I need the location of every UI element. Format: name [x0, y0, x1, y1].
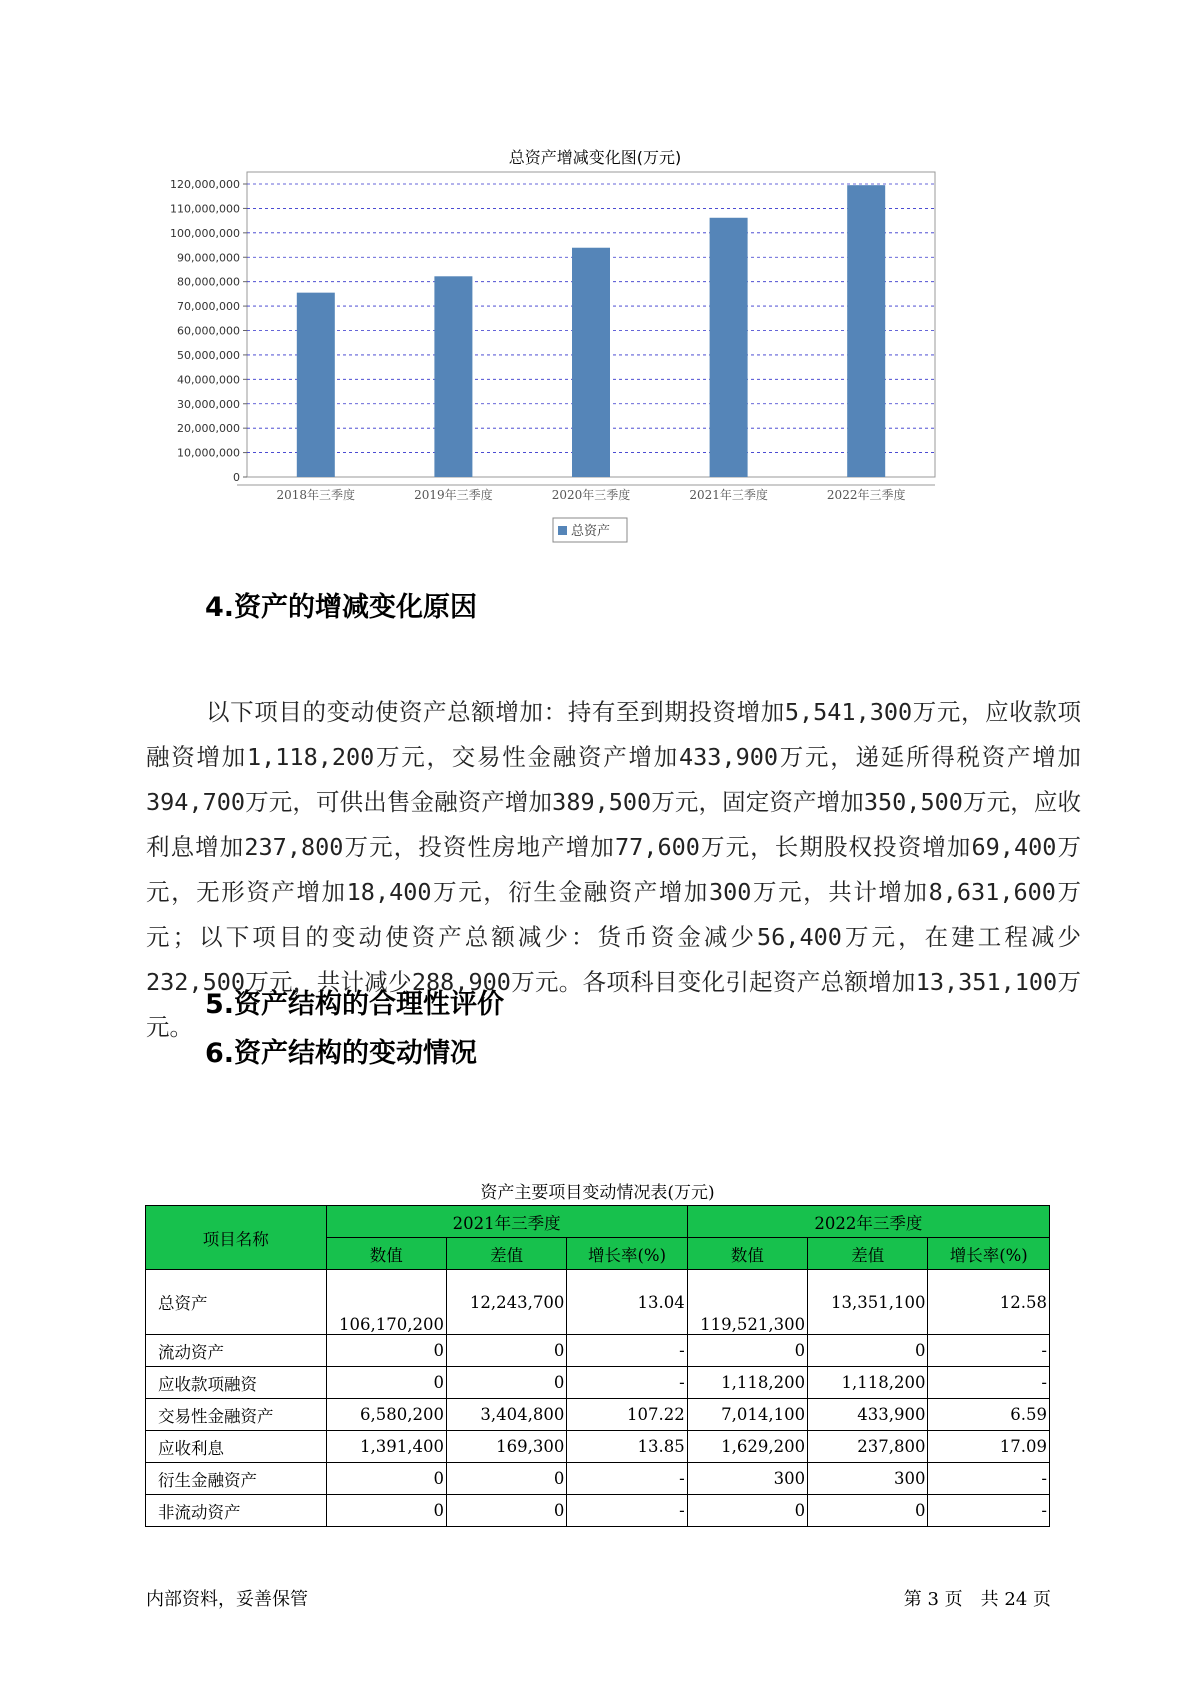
legend-swatch: [558, 526, 567, 535]
header-item-name: 项目名称: [146, 1206, 327, 1270]
table-row: [146, 1367, 1050, 1399]
cell-diff: 1,118,200: [808, 1367, 928, 1399]
cell-value: 0: [326, 1463, 446, 1495]
cell-growth: 13.04: [567, 1270, 687, 1335]
cell-diff: 0: [808, 1335, 928, 1367]
table-row: [146, 1463, 1050, 1495]
cell-value: 7,014,100: [687, 1399, 807, 1431]
table-row: [146, 1270, 1050, 1335]
y-tick-label: 70,000,000: [177, 300, 240, 314]
cell-value: 6,580,200: [326, 1399, 446, 1431]
bar: [847, 185, 885, 477]
y-tick-label: 100,000,000: [170, 226, 240, 240]
cell-value: 1,629,200: [687, 1431, 807, 1463]
cell-growth: -: [928, 1495, 1050, 1527]
cell-value: 0: [687, 1335, 807, 1367]
cell-value: 0: [326, 1367, 446, 1399]
cell-value: 1,118,200: [687, 1367, 807, 1399]
cell-growth: -: [928, 1335, 1050, 1367]
cell-diff: 0: [446, 1495, 566, 1527]
y-tick-label: 0: [233, 471, 240, 484]
cell-diff: 0: [808, 1495, 928, 1527]
y-tick-label: 110,000,000: [170, 202, 240, 216]
cell-diff: 433,900: [808, 1399, 928, 1431]
table-caption: 资产主要项目变动情况表(万元): [480, 1183, 715, 1203]
table-row: [146, 1431, 1050, 1463]
body-paragraph: 以下项目的变动使资产总额增加：持有至到期投资增加5,541,300万元，应收款项融资增加1,118,200万元，交易性金融资产增加433,900万元，递延所得税资产增加394,700万元，可供出售金融资产增加389,500万元，固定资产增加350,500万元，应收利息增加237,800万元，投资性房地产增加77,600万元，长期股权投资增加69,400万元，无形资产增加18,400万元，衍生金融资产增加300万元，共计增加8,631,600万元；以下项目的变动使资产总额减少：货币资金减少56,400万元，在建工程减少232,500万元，共计减少288,900万元。各项科目变化引起资产总额增加13,351,100万元。: [146, 698, 1081, 1041]
header-growth: 增长率(%): [567, 1238, 687, 1270]
cell-growth: 107.22: [567, 1399, 687, 1431]
header-diff: 差值: [446, 1238, 566, 1270]
footer-confidential: 内部资料，妥善保管: [146, 1589, 308, 1610]
cell-diff: 13,351,100: [808, 1270, 928, 1335]
cell-growth: -: [567, 1367, 687, 1399]
y-tick-label: 120,000,000: [170, 178, 240, 191]
cell-diff: 3,404,800: [446, 1399, 566, 1431]
header-growth: 增长率(%): [928, 1238, 1050, 1270]
legend-label: 总资产: [571, 524, 611, 539]
cell-diff: 0: [446, 1335, 566, 1367]
y-tick-label: 30,000,000: [177, 397, 240, 411]
asset-change-chart: [160, 135, 1030, 590]
cell-value: 106,170,200: [326, 1270, 446, 1335]
cell-value: 0: [326, 1335, 446, 1367]
row-name: 应收款项融资: [146, 1367, 327, 1399]
asset-table: [145, 1205, 1050, 1527]
footer-page-number: 第 3 页 共 24 页: [903, 1589, 1051, 1610]
cell-growth: 13.85: [567, 1431, 687, 1463]
cell-growth: -: [928, 1463, 1050, 1495]
cell-diff: 12,243,700: [446, 1270, 566, 1335]
header-period-2022: 2022年三季度: [687, 1206, 1049, 1238]
cell-growth: -: [567, 1495, 687, 1527]
y-tick-label: 90,000,000: [177, 251, 240, 265]
x-tick-label: 2018年三季度: [276, 488, 356, 502]
heading-5: 5.资产结构的合理性评价: [205, 989, 505, 1020]
cell-growth: -: [567, 1335, 687, 1367]
cell-value: 0: [326, 1495, 446, 1527]
header-diff: 差值: [808, 1238, 928, 1270]
row-name: 非流动资产: [146, 1495, 327, 1527]
y-tick-label: 40,000,000: [177, 373, 240, 387]
cell-diff: 0: [446, 1367, 566, 1399]
cell-value: 0: [687, 1495, 807, 1527]
bar: [297, 293, 335, 477]
heading-6: 6.资产结构的变动情况: [205, 1038, 478, 1069]
y-tick-label: 60,000,000: [177, 324, 240, 338]
x-tick-label: 2022年三季度: [826, 488, 906, 502]
x-tick-label: 2021年三季度: [689, 488, 768, 502]
x-tick-label: 2019年三季度: [414, 488, 493, 502]
bar: [572, 248, 610, 477]
cell-diff: 237,800: [808, 1431, 928, 1463]
cell-value: 119,521,300: [687, 1270, 807, 1335]
cell-diff: 300: [808, 1463, 928, 1495]
row-name: 流动资产: [146, 1335, 327, 1367]
chart-canvas: [160, 135, 1030, 590]
cell-diff: 0: [446, 1463, 566, 1495]
row-name: 应收利息: [146, 1431, 327, 1463]
cell-growth: -: [928, 1367, 1050, 1399]
table-row: [146, 1495, 1050, 1527]
cell-growth: 17.09: [928, 1431, 1050, 1463]
row-name: 交易性金融资产: [146, 1399, 327, 1431]
header-value: 数值: [687, 1238, 807, 1270]
chart-title: 总资产增减变化图(万元): [508, 148, 682, 167]
cell-value: 300: [687, 1463, 807, 1495]
x-tick-label: 2020年三季度: [551, 488, 631, 502]
cell-growth: 12.58: [928, 1270, 1050, 1335]
header-value: 数值: [326, 1238, 446, 1270]
header-period-2021: 2021年三季度: [326, 1206, 687, 1238]
cell-diff: 169,300: [446, 1431, 566, 1463]
cell-growth: -: [567, 1463, 687, 1495]
cell-value: 1,391,400: [326, 1431, 446, 1463]
row-name: 总资产: [146, 1270, 327, 1335]
y-tick-label: 20,000,000: [177, 422, 240, 436]
table-row: [146, 1399, 1050, 1431]
bar: [434, 276, 472, 477]
bar: [710, 218, 748, 477]
y-tick-label: 10,000,000: [177, 446, 240, 460]
table-row: [146, 1335, 1050, 1367]
cell-growth: 6.59: [928, 1399, 1050, 1431]
y-tick-label: 50,000,000: [177, 348, 240, 362]
y-tick-label: 80,000,000: [177, 275, 240, 289]
row-name: 衍生金融资产: [146, 1463, 327, 1495]
heading-4: 4.资产的增减变化原因: [205, 592, 478, 623]
